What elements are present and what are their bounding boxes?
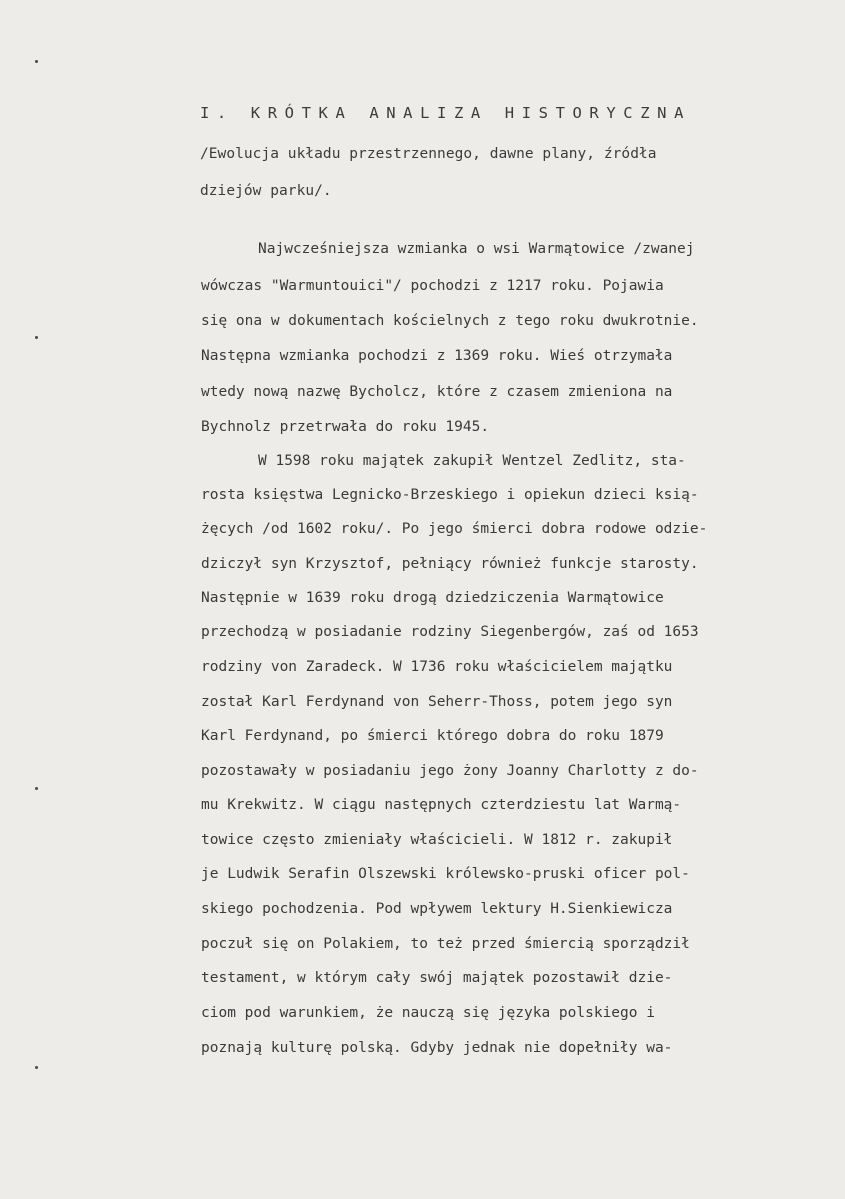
paragraph-1-line: Bychnolz przetrwała do roku 1945. (201, 419, 490, 435)
paragraph-2-line: rodziny von Zaradeck. W 1736 roku właścicielem majątku (201, 659, 673, 675)
section-subtitle-line: dziejów parku/. (200, 183, 332, 199)
paragraph-2-line: ciom pod warunkiem, że nauczą się języka polskiego i (201, 1005, 655, 1021)
paragraph-2-line: Następnie w 1639 roku drogą dziedziczenia Warmątowice (201, 590, 664, 606)
margin-dot (35, 60, 38, 63)
paragraph-2-line: Karl Ferdynand, po śmierci którego dobra do roku 1879 (201, 728, 664, 744)
paragraph-1-line: wtedy nową nazwę Bycholcz, które z czasem zmieniona na (201, 384, 673, 400)
paragraph-1-line: Najwcześniejsza wzmianka o wsi Warmątowice /zwanej (258, 241, 695, 257)
paragraph-2-line: skiego pochodzenia. Pod wpływem lektury H.Sienkiewicza (201, 901, 673, 917)
paragraph-2-line: mu Krekwitz. W ciągu następnych czterdziestu lat Warmą- (201, 797, 682, 813)
margin-dot (35, 1066, 38, 1069)
paragraph-1-line: wówczas "Warmuntouici"/ pochodzi z 1217 roku. Pojawia (201, 278, 664, 294)
paragraph-2-line: je Ludwik Serafin Olszewski królewsko-pruski oficer pol- (201, 866, 690, 882)
paragraph-1-line: Następna wzmianka pochodzi z 1369 roku. Wieś otrzymała (201, 348, 673, 364)
paragraph-1-line: się ona w dokumentach kościelnych z tego roku dwukrotnie. (201, 313, 699, 329)
paragraph-2-line: poznają kulturę polską. Gdyby jednak nie dopełniły wa- (201, 1040, 673, 1056)
paragraph-2-line: W 1598 roku majątek zakupił Wentzel Zedlitz, sta- (258, 453, 686, 469)
section-subtitle-line: /Ewolucja układu przestrzennego, dawne plany, źródła (200, 146, 657, 162)
margin-dot (35, 336, 38, 339)
margin-dot (35, 787, 38, 790)
section-heading: I. KRÓTKA ANALIZA HISTORYCZNA (200, 104, 692, 122)
paragraph-2-line: dziczył syn Krzysztof, pełniący również funkcje starosty. (201, 556, 699, 572)
paragraph-2-line: poczuł się on Polakiem, to też przed śmiercią sporządził (201, 936, 690, 952)
paragraph-2-line: towice często zmieniały właścicieli. W 1812 r. zakupił (201, 832, 673, 848)
paragraph-2-line: żęcych /od 1602 roku/. Po jego śmierci dobra rodowe odzie- (201, 521, 708, 537)
paragraph-2-line: testament, w którym cały swój majątek pozostawił dzie- (201, 970, 673, 986)
paragraph-2-line: rosta księstwa Legnicko-Brzeskiego i opiekun dzieci ksią- (201, 487, 699, 503)
paragraph-2-line: został Karl Ferdynand von Seherr-Thoss, potem jego syn (201, 694, 673, 710)
paragraph-2-line: pozostawały w posiadaniu jego żony Joanny Charlotty z do- (201, 763, 699, 779)
paragraph-2-line: przechodzą w posiadanie rodziny Siegenbergów, zaś od 1653 (201, 624, 699, 640)
